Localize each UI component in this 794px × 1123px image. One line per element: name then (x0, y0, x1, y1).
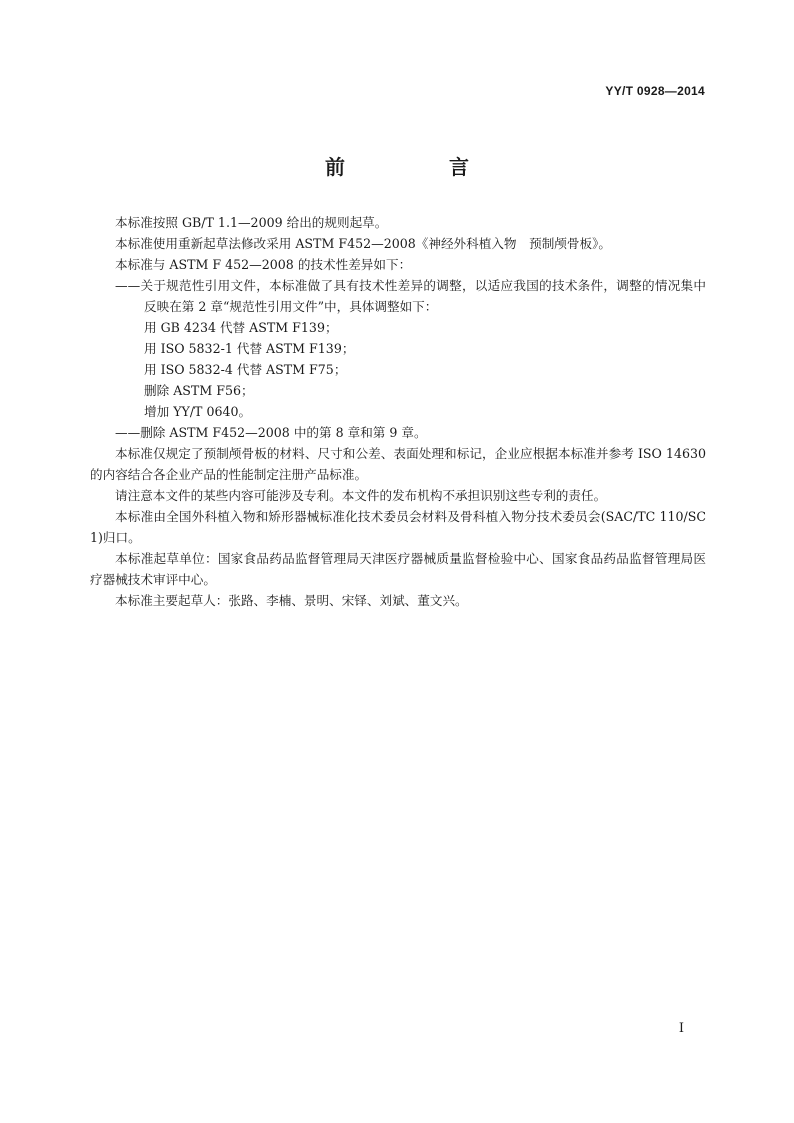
document-body (90, 212, 706, 611)
sub-item-deletion: 删除 ASTM F56； (144, 383, 254, 398)
sub-item-addition: 增加 YY/T 0640。 (144, 404, 252, 419)
paragraph-differences-intro: 本标准与 ASTM F 452—2008 的技术性差异如下： (115, 257, 412, 272)
paragraph-drafters: 本标准主要起草人：张路、李楠、景明、宋铎、刘斌、董文兴。 (115, 593, 468, 608)
dash-item-chapter-deletion: ——删除 ASTM F452—2008 中的第 8 章和第 9 章。 (115, 425, 427, 440)
sub-item-replacement: 用 ISO 5832-1 代替 ASTM F139； (144, 341, 355, 356)
paragraph-patent-notice: 请注意本文件的某些内容可能涉及专利。本文件的发布机构不承担识别这些专利的责任。 (115, 488, 607, 503)
page-number: I (678, 1021, 684, 1036)
paragraph-scope: 本标准仅规定了预制颅骨板的材料、尺寸和公差、表面处理和标记，企业应根据本标准并参考 ISO 14630的内容结合各企业产品的性能制定注册产品标准。 (90, 446, 706, 482)
standard-code: YY/T 0928—2014 (605, 84, 705, 98)
dash-item-normative-references: ——关于规范性引用文件，本标准做了具有技术性差异的调整，以适应我国的技术条件，调整的情况集中反映在第 2 章“规范性引用文件”中，具体调整如下： (115, 278, 706, 314)
sub-item-replacement: 用 ISO 5832-4 代替 ASTM F75； (144, 362, 347, 377)
paragraph-adoption-method: 本标准使用重新起草法修改采用 ASTM F452—2008《神经外科植入物 预制颅骨板》。 (115, 236, 611, 251)
paragraph-drafting-rules: 本标准按照 GB/T 1.1—2009 给出的规则起草。 (115, 215, 388, 230)
page-title: 前 言 (325, 155, 511, 179)
paragraph-drafting-units: 本标准起草单位：国家食品药品监督管理局天津医疗器械质量监督检验中心、国家食品药品监督管理局医疗器械技术审评中心。 (90, 551, 706, 587)
paragraph-committee: 本标准由全国外科植入物和矫形器械标准化技术委员会材料及骨科植入物分技术委员会(SAC/TC 110/SC 1)归口。 (90, 509, 706, 545)
sub-item-replacement: 用 GB 4234 代替 ASTM F139； (144, 320, 338, 335)
